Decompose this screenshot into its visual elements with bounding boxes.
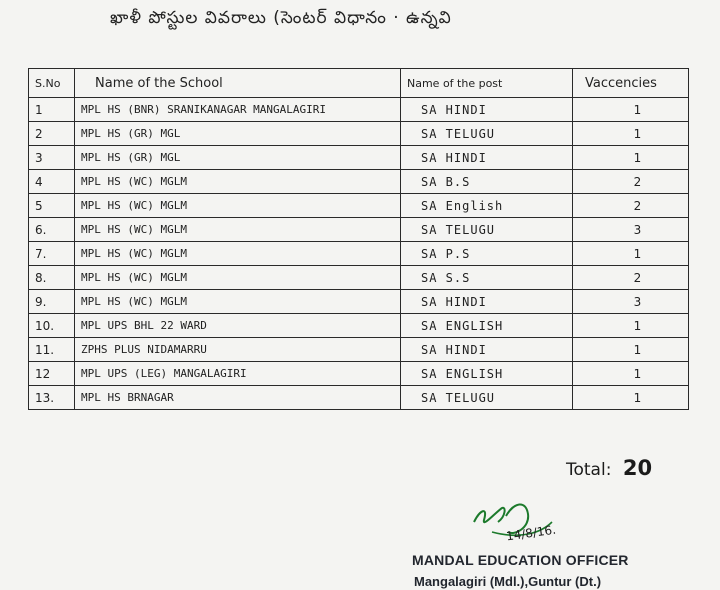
cell-school: MPL HS (WC) MGLM	[75, 194, 401, 218]
table-row	[29, 266, 689, 290]
cell-sno: 9.	[29, 290, 75, 314]
table-row	[29, 218, 689, 242]
cell-vacancies: 1	[573, 122, 689, 146]
cell-vacancies: 3	[573, 290, 689, 314]
cell-vacancies: 3	[573, 218, 689, 242]
cell-vacancies: 1	[573, 314, 689, 338]
cell-post: SA ENGLISH	[401, 314, 573, 338]
officer-title: MANDAL EDUCATION OFFICER	[412, 552, 629, 568]
header-post: Name of the post	[401, 69, 573, 98]
cell-vacancies: 1	[573, 338, 689, 362]
header-sno: S.No	[29, 69, 75, 98]
cell-post: SA English	[401, 194, 573, 218]
cell-school: MPL HS (GR) MGL	[75, 122, 401, 146]
cell-school: MPL HS (BNR) SRANIKANAGAR MANGALAGIRI	[75, 98, 401, 122]
cell-school: MPL HS (WC) MGLM	[75, 218, 401, 242]
cell-sno: 3	[29, 146, 75, 170]
cell-post: SA B.S	[401, 170, 573, 194]
cell-post: SA ENGLISH	[401, 362, 573, 386]
cell-vacancies: 2	[573, 194, 689, 218]
cell-vacancies: 2	[573, 266, 689, 290]
cell-school: MPL HS (WC) MGLM	[75, 242, 401, 266]
table-row	[29, 170, 689, 194]
table-row	[29, 98, 689, 122]
vacancy-table	[28, 68, 689, 410]
officer-location: Mangalagiri (Mdl.),Guntur (Dt.)	[414, 574, 602, 589]
cell-school: MPL HS (WC) MGLM	[75, 170, 401, 194]
cell-sno: 13.	[29, 386, 75, 410]
table-row	[29, 362, 689, 386]
cell-vacancies: 1	[573, 146, 689, 170]
cell-school: MPL HS BRNAGAR	[75, 386, 401, 410]
cell-sno: 8.	[29, 266, 75, 290]
signature-date: 14/8/16.	[505, 522, 557, 544]
vacancy-sheet	[28, 68, 688, 410]
cell-sno: 10.	[29, 314, 75, 338]
cell-vacancies: 1	[573, 386, 689, 410]
cell-vacancies: 1	[573, 362, 689, 386]
cell-sno: 7.	[29, 242, 75, 266]
cell-post: SA HINDI	[401, 338, 573, 362]
cell-post: SA TELUGU	[401, 218, 573, 242]
table-body	[29, 98, 689, 410]
cell-sno: 5	[29, 194, 75, 218]
table-row	[29, 386, 689, 410]
cell-post: SA TELUGU	[401, 122, 573, 146]
cell-school: MPL HS (GR) MGL	[75, 146, 401, 170]
header-vacancies: Vaccencies	[573, 69, 689, 98]
cell-post: SA S.S	[401, 266, 573, 290]
cell-post: SA HINDI	[401, 146, 573, 170]
page-heading: ఖాళీ పోస్టుల వివరాలు (సెంటర్ విధానం · ఉన్నవి	[110, 8, 452, 28]
cell-sno: 2	[29, 122, 75, 146]
cell-post: SA HINDI	[401, 98, 573, 122]
cell-vacancies: 2	[573, 170, 689, 194]
cell-sno: 4	[29, 170, 75, 194]
cell-vacancies: 1	[573, 242, 689, 266]
cell-post: SA TELUGU	[401, 386, 573, 410]
table-row	[29, 314, 689, 338]
header-row	[29, 69, 689, 98]
cell-sno: 11.	[29, 338, 75, 362]
cell-sno: 1	[29, 98, 75, 122]
cell-school: MPL UPS BHL 22 WARD	[75, 314, 401, 338]
total-label: Total:	[566, 460, 612, 480]
table-row	[29, 146, 689, 170]
cell-school: MPL HS (WC) MGLM	[75, 266, 401, 290]
cell-sno: 12	[29, 362, 75, 386]
cell-school: MPL HS (WC) MGLM	[75, 290, 401, 314]
header-school: Name of the School	[75, 69, 401, 98]
table-row	[29, 194, 689, 218]
table-row	[29, 242, 689, 266]
cell-school: ZPHS PLUS NIDAMARRU	[75, 338, 401, 362]
total-value: 20	[622, 456, 653, 480]
signature	[462, 492, 612, 557]
signature-mark	[462, 492, 612, 552]
table-row	[29, 290, 689, 314]
cell-post: SA P.S	[401, 242, 573, 266]
table-row	[29, 122, 689, 146]
cell-vacancies: 1	[573, 98, 689, 122]
cell-school: MPL UPS (LEG) MANGALAGIRI	[75, 362, 401, 386]
total	[566, 456, 652, 480]
cell-post: SA HINDI	[401, 290, 573, 314]
cell-sno: 6.	[29, 218, 75, 242]
table-row	[29, 338, 689, 362]
